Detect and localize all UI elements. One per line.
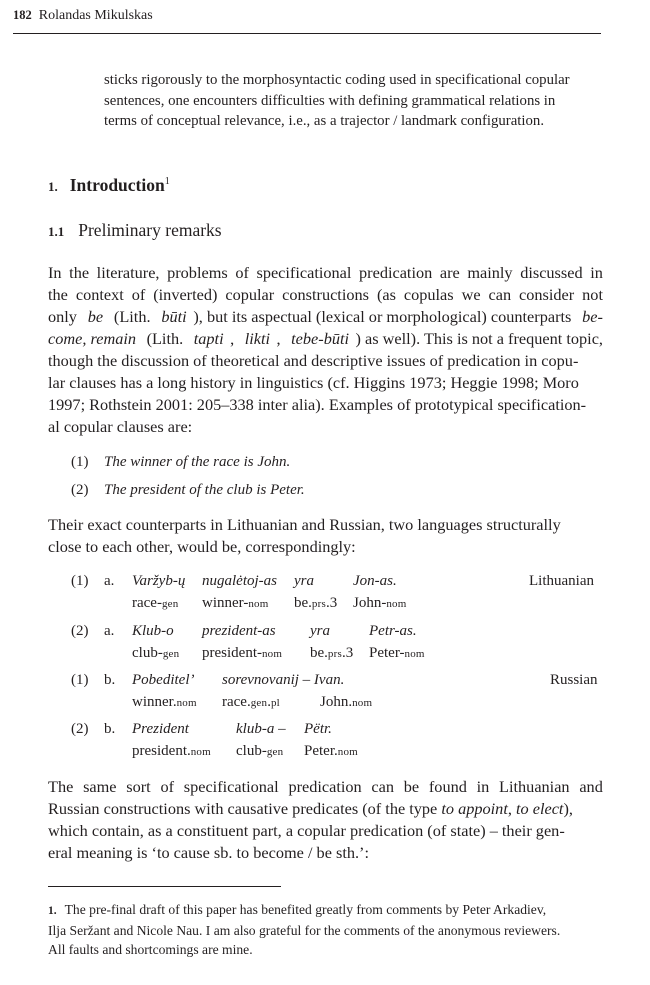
text-line: [48, 262, 603, 284]
section-heading: [48, 175, 170, 196]
section-title: Introduction: [69, 175, 165, 195]
word: same: [83, 777, 117, 796]
example-2-text: The president of the club is Peter.: [104, 482, 305, 498]
word: Lithuanian: [499, 777, 570, 796]
word: In: [48, 263, 62, 282]
word: can: [488, 285, 512, 304]
word: discussed: [520, 263, 583, 282]
word: in: [476, 777, 490, 796]
subsection-heading: [48, 220, 222, 241]
text-line: al copular clauses are:: [48, 417, 193, 436]
word: of: [160, 777, 174, 796]
word: of: [131, 285, 146, 304]
word: and: [579, 777, 603, 796]
word: are: [439, 263, 460, 282]
paragraph-2: [48, 514, 603, 558]
word: specificational: [256, 263, 352, 282]
word: we: [461, 285, 481, 304]
text-line: come, remain (Lith. tapti , likti , tebe-būti ) as well). This is not a frequent topic,: [48, 329, 603, 348]
footnote-rule: [48, 886, 281, 887]
word: of: [235, 263, 249, 282]
word: literature,: [96, 263, 160, 282]
language-label: Lithuanian: [529, 573, 594, 589]
text-line: [48, 284, 603, 306]
word: found: [428, 777, 467, 796]
footnote-marker[interactable]: 1: [164, 176, 170, 188]
text-line: lar clauses has a long history in linguistics (cf. Higgins 1973; Heggie 1998; Moro: [48, 373, 579, 392]
word: (as: [376, 285, 396, 304]
word: problems: [167, 263, 228, 282]
word: sort: [126, 777, 151, 796]
author-name: Rolandas Mikulskas: [38, 8, 153, 23]
text-line: which contain, as a constituent part, a copular predication (of state) – their gen-: [48, 821, 565, 840]
example-1: (1): [71, 454, 89, 470]
word: specificational: [183, 777, 279, 796]
quote-line: terms of conceptual relevance, i.e., as a trajector / landmark configuration.: [104, 113, 545, 129]
word: consider: [519, 285, 575, 304]
language-label: Russian: [550, 672, 598, 688]
header-rule: [13, 33, 601, 34]
word: can: [371, 777, 395, 796]
word: the: [48, 285, 68, 304]
paragraph-1: [48, 262, 603, 438]
paragraph-3: [48, 776, 603, 864]
text-line: Their exact counterparts in Lithuanian and Russian, two languages structurally: [48, 515, 561, 534]
word: predication: [288, 777, 362, 796]
word: The: [48, 777, 74, 796]
block-quote: [104, 70, 604, 132]
subsection-title: Preliminary remarks: [78, 220, 222, 240]
running-header: [13, 8, 153, 24]
example-1-text: The winner of the race is John.: [104, 454, 291, 470]
text-line: close to each other, would be, correspondingly:: [48, 537, 356, 556]
section-number: 1.: [48, 179, 58, 194]
text-line: 1997; Rothstein 2001: 205–338 inter alia). Examples of prototypical specification-: [48, 395, 587, 414]
text-line: [48, 776, 603, 798]
text-line: though the discussion of theoretical and descriptive issues of predication in copu-: [48, 351, 579, 370]
footnote-number: 1.: [48, 905, 57, 917]
text-line: only be (Lith. būti ), but its aspectual (lexical or morphological) counterparts be-: [48, 307, 603, 326]
word: copular: [225, 285, 275, 304]
word: (inverted): [153, 285, 218, 304]
example-2: (2): [71, 482, 89, 498]
word: constructions: [282, 285, 369, 304]
word: in: [590, 263, 603, 282]
page-number: 182: [13, 8, 32, 22]
quote-line: sticks rigorously to the morphosyntactic coding used in specificational copular: [104, 72, 570, 88]
text-line: eral meaning is ‘to cause sb. to become / be sth.’:: [48, 843, 370, 862]
footnote: 1. The pre-final draft of this paper has benefited greatly from comments by Peter Arkadiev, Ilja Seržant and Nicole Nau. I am also grateful for the comments of the anonymous reviewers. All faults and shortcomings are mine.: [48, 902, 561, 957]
quote-line: sentences, one encounters difficulties with defining grammatical relations in: [104, 92, 556, 109]
word: not: [582, 285, 603, 304]
word: copulas: [403, 285, 454, 304]
word: mainly: [467, 263, 513, 282]
word: be: [403, 777, 420, 796]
text-line: Russian constructions with causative predicates (of the type to appoint, to elect),: [48, 799, 573, 818]
word: predication: [359, 263, 433, 282]
subsection-number: 1.1: [48, 224, 65, 239]
word: context: [75, 285, 124, 304]
word: the: [69, 263, 90, 282]
